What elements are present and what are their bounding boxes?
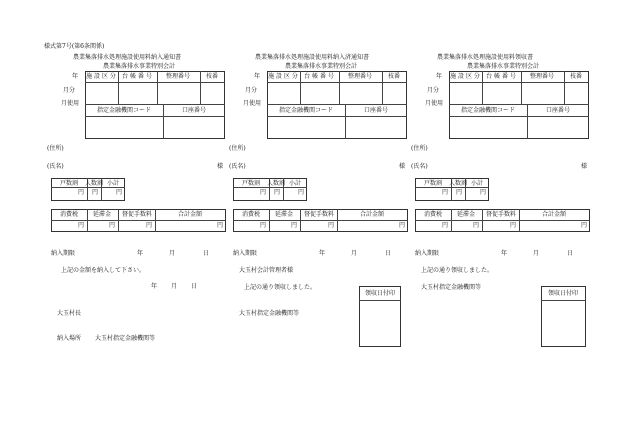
calc-header: 人数割 [448,180,468,187]
calc-header: 合計金額 [177,211,203,218]
yen-unit: 円 [442,189,449,196]
calc-header: 督促手数料 [121,211,153,218]
yen-unit: 円 [260,189,267,196]
year-label: 年 [436,73,443,80]
honorific: 様 [581,163,588,170]
table-header: 整理番号 [529,73,555,80]
name-label: (氏名) [411,163,428,170]
honorific: 様 [399,163,406,170]
deadline-month: 月 [351,250,358,257]
deadline-day: 日 [385,250,392,257]
yen-unit: 円 [473,222,480,229]
bank-code-header: 指定金融機関コード [278,107,334,114]
address-label: (住所) [229,145,246,152]
yen-unit: 円 [116,189,123,196]
calc-header: 合計金額 [541,211,567,218]
calc-header: 延滞金 [92,211,112,218]
month-label: 月分 [245,87,258,94]
issue-month: 月 [171,283,178,290]
please-pay-text: 上記の金額を納入して下さい。 [61,267,146,274]
name-label: (氏名) [229,163,246,170]
calc-header: 合計金額 [359,211,385,218]
stamp-label: 領収日付印 [547,290,579,297]
table-header: 整理番号 [165,73,191,80]
deadline-label: 納入期限 [51,250,76,257]
bank-code-header: 指定金融機関コード [96,107,152,114]
deadline-label: 納入期限 [233,250,258,257]
calc-header: 戸数割 [59,180,79,187]
yen-unit: 円 [274,189,281,196]
month-label: 月分 [427,87,440,94]
calc-header: 消費税 [241,211,261,218]
stamp-label: 領収日付印 [364,290,396,297]
deadline-month: 月 [533,250,540,257]
address-label: (住所) [411,145,428,152]
panel-subtitle: 農業集落排水事業特別会計 [285,63,358,70]
table-header: 施 設 区 分 [86,73,116,80]
accountant-label: 大玉村会計管理者様 [239,267,294,274]
table-header: 枝番 [387,73,401,80]
received-text: 上記の通り領収しました。 [421,267,494,274]
yen-unit: 円 [298,189,305,196]
address-label: (住所) [47,145,64,152]
payment-place-label: 納入場所 [57,335,82,342]
calc-header: 戸数割 [241,180,261,187]
deadline-year: 年 [501,250,508,257]
panel-title: 農業集落排水処理施設使用料納入済通知書 [255,54,370,61]
calc-header: 人数割 [266,180,286,187]
yen-unit: 円 [480,189,487,196]
yen-unit: 円 [399,222,406,229]
yen-unit: 円 [92,189,99,196]
yen-unit: 円 [442,222,449,229]
yen-unit: 円 [291,222,298,229]
calc-header: 小計 [288,180,302,187]
deadline-year: 年 [137,250,144,257]
bank-code-header: 指定金融機関コード [460,107,516,114]
payment-place: 大玉村指定金融機関等 [95,335,156,342]
yen-unit: 円 [581,222,588,229]
usage-label: 月使用 [61,100,80,107]
yen-unit: 円 [109,222,116,229]
panel-title: 農業集落排水処理施設使用料納入通知書 [73,54,182,61]
yen-unit: 円 [78,189,85,196]
account-number-header: 口座番号 [545,107,571,114]
table-header: 枝番 [569,73,583,80]
deadline-year: 年 [319,250,326,257]
account-number-header: 口座番号 [363,107,389,114]
month-label: 月分 [63,87,76,94]
year-label: 年 [72,73,79,80]
deadline-month: 月 [169,250,176,257]
bank-label: 大玉村指定金融機関等 [239,310,300,317]
calc-header: 小計 [470,180,484,187]
year-label: 年 [254,73,261,80]
table-header: 枝番 [205,73,219,80]
calc-header: 消費税 [59,211,79,218]
calc-header: 督促手数料 [485,211,517,218]
deadline-label: 納入期限 [415,250,440,257]
panel-title: 農業集落排水処理施設使用料領収書 [437,54,534,61]
table-header: 施 設 区 分 [450,73,480,80]
name-label: (氏名) [47,163,64,170]
yen-unit: 円 [328,222,335,229]
table-header: 施 設 区 分 [268,73,298,80]
calc-header: 戸数割 [423,180,443,187]
mayor-label: 大玉村長 [57,310,82,317]
calc-header: 小計 [106,180,120,187]
yen-unit: 円 [146,222,153,229]
bank-label: 大玉村指定金融機関等 [421,284,482,291]
usage-label: 月使用 [425,100,444,107]
calc-header: 人数割 [84,180,104,187]
deadline-day: 日 [203,250,210,257]
yen-unit: 円 [217,222,224,229]
yen-unit: 円 [78,222,85,229]
panel-subtitle: 農業集落排水事業特別会計 [467,63,540,70]
calc-header: 延滞金 [274,211,294,218]
yen-unit: 円 [260,222,267,229]
yen-unit: 円 [510,222,517,229]
table-header: 台 帳 番 号 [304,73,334,80]
form-number: 様式第7号(第6条関係) [44,43,105,50]
honorific: 様 [217,163,224,170]
calc-header: 消費税 [423,211,443,218]
account-number-header: 口座番号 [181,107,207,114]
received-text: 上記の通り領収しました。 [244,284,317,291]
usage-label: 月使用 [243,100,262,107]
table-header: 台 帳 番 号 [122,73,152,80]
table-header: 整理番号 [347,73,373,80]
issue-day: 日 [191,283,198,290]
calc-header: 督促手数料 [303,211,335,218]
yen-unit: 円 [456,189,463,196]
deadline-day: 日 [567,250,574,257]
table-header: 台 帳 番 号 [486,73,516,80]
panel-subtitle: 農業集落排水事業特別会計 [103,63,176,70]
calc-header: 延滞金 [456,211,476,218]
issue-year: 年 [151,283,158,290]
